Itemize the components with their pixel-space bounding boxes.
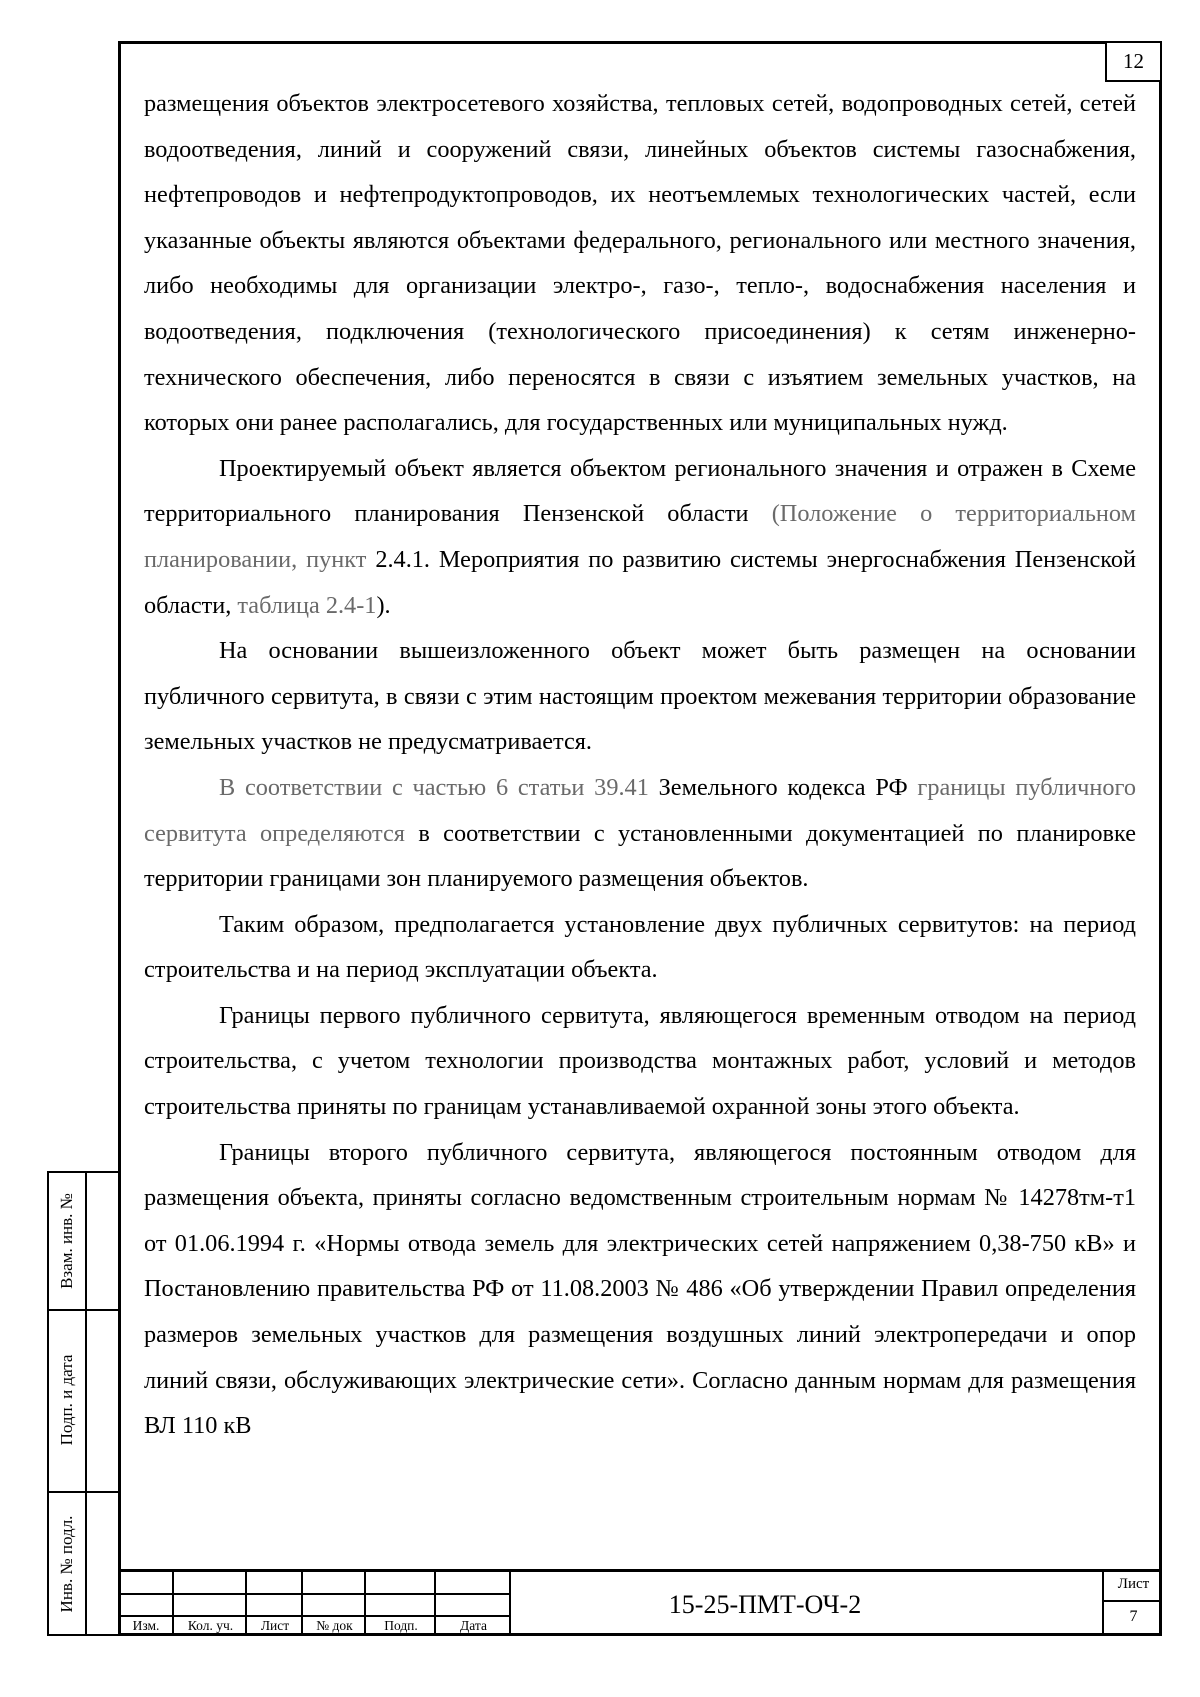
side-stamp-line bbox=[49, 1309, 118, 1311]
tb-line bbox=[1104, 1600, 1159, 1602]
tb-col-podp: Подп. bbox=[384, 1618, 418, 1633]
side-label-vzam-inv: Взам. инв. № bbox=[57, 1193, 76, 1289]
side-stamp-divider bbox=[85, 1173, 87, 1634]
paragraph bbox=[144, 1130, 1136, 1449]
tb-col-data: Дата bbox=[460, 1618, 487, 1633]
side-label-inv-podl: Инв. № подл. bbox=[57, 1515, 76, 1613]
paragraph bbox=[144, 993, 1136, 1130]
text-segment: в соответствии с установленными документацией по планировке территории границами зон планируемого размещения объектов. bbox=[144, 819, 1136, 893]
side-stamp bbox=[47, 1171, 118, 1636]
text-segment: На основании вышеизложенного объект может быть размещен на основании публичного сервитута, в связи с этим настоящим проектом межевания территории образование земельных участков не предусматривается. bbox=[144, 637, 1136, 756]
page-number: 12 bbox=[1105, 41, 1162, 82]
tb-col-no-dok: № док bbox=[316, 1618, 353, 1633]
faded-text-segment: таблица 2.4-1 bbox=[237, 591, 377, 619]
text-segment: 2.4.1. Мероприятия по развитию системы энергоснабжения Пензенской области, bbox=[144, 545, 1136, 619]
faded-text-segment: (Положение о территориальном планировании, пункт bbox=[144, 500, 1136, 573]
paragraph bbox=[144, 628, 1136, 765]
tb-line bbox=[118, 1615, 511, 1617]
paragraph bbox=[144, 446, 1136, 628]
document-code: 15-25-ПМТ-ОЧ-2 bbox=[668, 1590, 862, 1619]
sheet-label: Лист bbox=[1117, 1576, 1150, 1592]
text-segment: Границы первого публичного сервитута, являющегося временным отводом на период строительства, с учетом технологии производства монтажных работ, условий и методов строительства приняты по границам устанавливаемой охранной зоны этого объекта. bbox=[144, 1001, 1136, 1121]
sheet-number: 7 bbox=[1129, 1608, 1138, 1625]
document-body bbox=[144, 81, 1136, 1449]
faded-text-segment: границы публичного сервитута определяются bbox=[144, 773, 1136, 847]
text-segment: ). bbox=[376, 591, 391, 619]
text-segment: Границы второго публичного сервитута, являющегося постоянным отводом для размещения объекта, приняты согласно ведомственным строительным нормам № 14278тм-т1 от 01.06.1994 г. «Нормы отвода земель для электрических сетей напряжением 0,38-750 кВ» и Постановлению правительства РФ от 11.08.2003 № 486 «Об утверждении Правил определения размеров земельных участков для размещения воздушных линий электропередачи и опор линий связи, обслуживающих электрические сети». Согласно данным нормам для размещения ВЛ 110 кВ bbox=[144, 1138, 1136, 1440]
paragraph bbox=[144, 902, 1136, 993]
paragraph bbox=[144, 81, 1136, 446]
faded-text-segment: В соответствии с частью 6 статьи 39.41 bbox=[219, 773, 649, 801]
tb-col-izm: Изм. bbox=[132, 1618, 160, 1633]
title-block bbox=[118, 1569, 1162, 1636]
paragraph bbox=[144, 765, 1136, 902]
text-segment: Земельного кодекса РФ bbox=[648, 773, 918, 801]
side-stamp-line bbox=[49, 1491, 118, 1493]
tb-col-list: Лист bbox=[260, 1618, 290, 1633]
text-segment: Проектируемый объект является объектом регионального значения и отражен в Схеме территориального планирования Пензенской области bbox=[144, 454, 1136, 528]
tb-col-kol-uch: Кол. уч. bbox=[187, 1618, 234, 1633]
text-segment: Таким образом, предполагается установление двух публичных сервитутов: на период строительства и на период эксплуатации объекта. bbox=[144, 910, 1136, 984]
text-segment: размещения объектов электросетевого хозяйства, тепловых сетей, водопроводных сетей, сетей водоотведения, линий и сооружений связи, линейных объектов системы газоснабжения, нефтепроводов и нефтепродуктопроводов, их неотъемлемых технологических частей, если указанные объекты являются объектами федерального, регионального или местного значения, либо необходимы для организации электро-, газо-, тепло-, водоснабжения населения и водоотведения, подключения (технологического присоединения) к сетям инженерно-технического обеспечения, либо переносятся в связи с изъятием земельных участков, на которых они ранее располагались, для государственных или муниципальных нужд. bbox=[144, 90, 1136, 437]
tb-line bbox=[118, 1593, 511, 1595]
side-label-podp-data: Подп. и дата bbox=[57, 1354, 76, 1446]
